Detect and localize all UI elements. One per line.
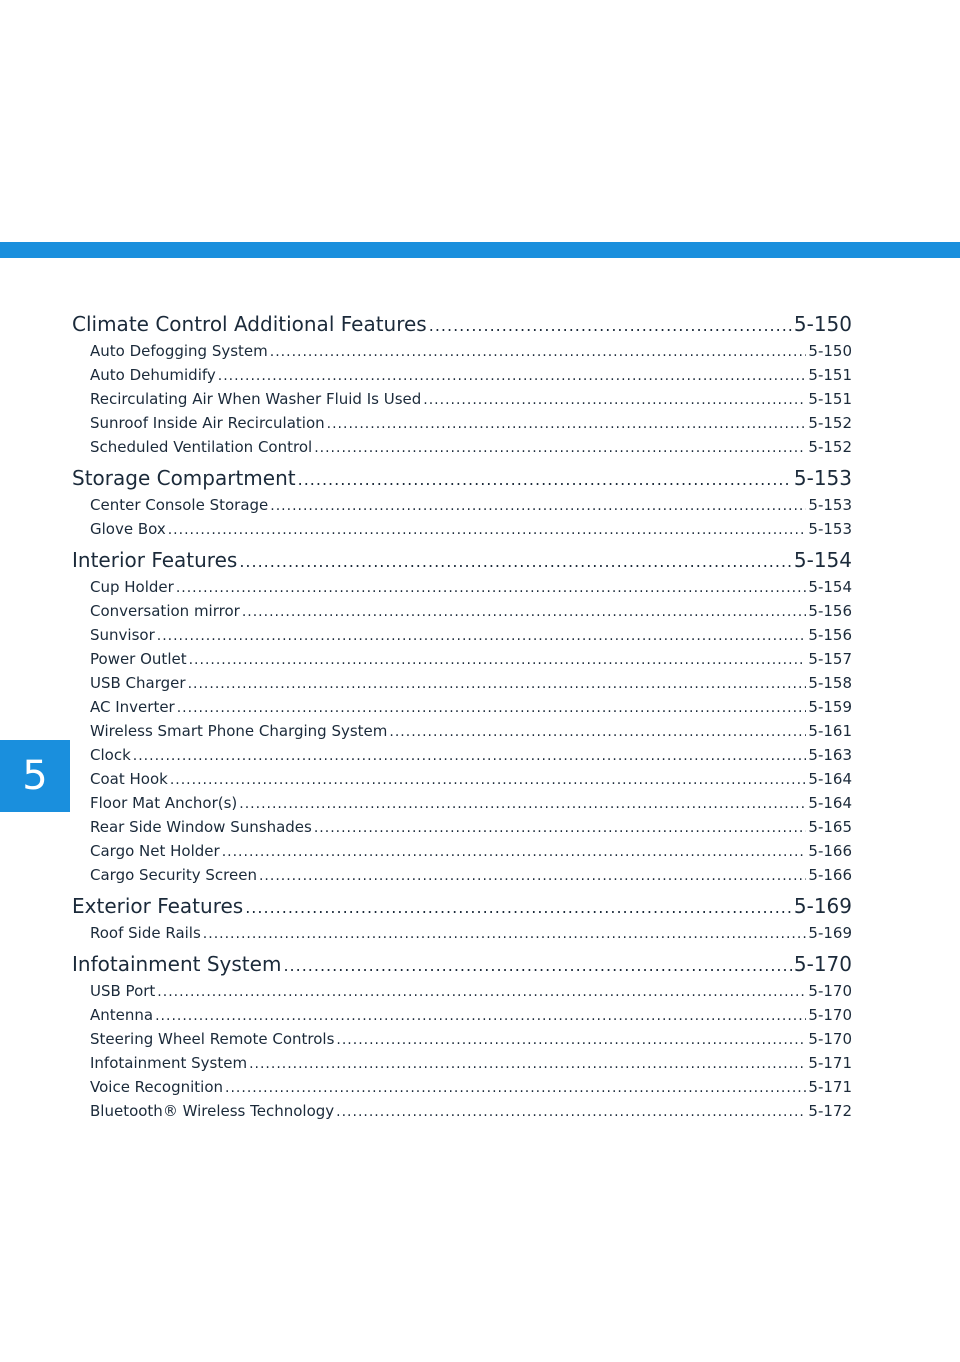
toc-entry-page: 5-152 [808, 414, 852, 432]
toc-entry-title: Cup Holder [90, 578, 174, 596]
dot-leader [336, 1029, 806, 1052]
toc-entry[interactable] [72, 1028, 852, 1052]
toc-entry[interactable] [72, 744, 852, 768]
toc-entry-title: Recirculating Air When Washer Fluid Is Used [90, 390, 422, 408]
toc-entry[interactable] [72, 624, 852, 648]
toc-section-page: 5-170 [793, 952, 852, 976]
toc-section-heading[interactable] [72, 310, 852, 340]
toc-section-title: Climate Control Additional Features [72, 312, 427, 336]
dot-leader [242, 601, 807, 624]
toc-section-title: Exterior Features [72, 894, 244, 918]
toc-entry-page: 5-163 [808, 746, 852, 764]
toc-section [72, 546, 852, 888]
toc-entry-page: 5-153 [808, 496, 852, 514]
dot-leader [133, 745, 807, 768]
dot-leader [336, 1101, 806, 1124]
toc-entry[interactable] [72, 720, 852, 744]
toc-entry-page: 5-166 [808, 866, 852, 884]
toc-entry-page: 5-172 [808, 1102, 852, 1120]
toc-entry[interactable] [72, 340, 852, 364]
toc-entry-title: Antenna [90, 1006, 154, 1024]
dot-leader [270, 341, 807, 364]
toc-entry[interactable] [72, 840, 852, 864]
toc-entry-title: Power Outlet [90, 650, 187, 668]
toc-entry[interactable] [72, 412, 852, 436]
toc-entry-title: Clock [90, 746, 131, 764]
dot-leader [239, 547, 792, 576]
toc-entry[interactable] [72, 576, 852, 600]
toc-entry-title: AC Inverter [90, 698, 175, 716]
toc-section-title: Infotainment System [72, 952, 282, 976]
dot-leader [157, 625, 807, 648]
toc-entry-list [72, 922, 852, 946]
toc-entry-page: 5-158 [808, 674, 852, 692]
chapter-header-bar [0, 242, 960, 258]
dot-leader [314, 437, 806, 460]
toc-entry-page: 5-164 [808, 770, 852, 788]
toc-entry-page: 5-156 [808, 626, 852, 644]
toc-entry-page: 5-170 [808, 1030, 852, 1048]
toc-entry[interactable] [72, 600, 852, 624]
toc-entry-title: Glove Box [90, 520, 166, 538]
toc-entry-title: Cargo Security Screen [90, 866, 257, 884]
toc-entry[interactable] [72, 436, 852, 460]
toc-entry[interactable] [72, 792, 852, 816]
toc-entry-title: USB Charger [90, 674, 186, 692]
dot-leader [155, 1005, 806, 1028]
toc-entry-page: 5-154 [808, 578, 852, 596]
chapter-tab [0, 740, 70, 812]
toc-entry-title: Sunroof Inside Air Recirculation [90, 414, 325, 432]
toc-entry-list [72, 494, 852, 542]
toc-entry-page: 5-170 [808, 1006, 852, 1024]
toc-entry[interactable] [72, 648, 852, 672]
toc-entry[interactable] [72, 922, 852, 946]
dot-leader [157, 981, 806, 1004]
toc-entry-title: Sunvisor [90, 626, 155, 644]
toc-entry[interactable] [72, 518, 852, 542]
toc-entry-title: Voice Recognition [90, 1078, 224, 1096]
dot-leader [170, 769, 807, 792]
toc-entry[interactable] [72, 1004, 852, 1028]
dot-leader [218, 365, 807, 388]
toc-entry-title: Steering Wheel Remote Controls [90, 1030, 335, 1048]
toc-entry-title: Auto Dehumidify [90, 366, 216, 384]
toc-entry-page: 5-150 [808, 342, 852, 360]
toc-section-page: 5-153 [793, 466, 852, 490]
toc-entry-page: 5-166 [808, 842, 852, 860]
toc-entry-title: Coat Hook [90, 770, 168, 788]
dot-leader [429, 311, 792, 340]
dot-leader [298, 465, 792, 494]
toc-entry-title: Rear Side Window Sunshades [90, 818, 312, 836]
toc-section-heading[interactable] [72, 950, 852, 980]
table-of-contents [72, 310, 852, 1128]
dot-leader [270, 495, 806, 518]
toc-entry-page: 5-171 [808, 1054, 852, 1072]
dot-leader [177, 697, 807, 720]
toc-section [72, 310, 852, 460]
toc-entry-page: 5-171 [808, 1078, 852, 1096]
dot-leader [222, 841, 807, 864]
dot-leader [327, 413, 807, 436]
toc-entry-page: 5-153 [808, 520, 852, 538]
toc-entry-list [72, 980, 852, 1124]
toc-entry[interactable] [72, 816, 852, 840]
toc-section [72, 892, 852, 946]
dot-leader [259, 865, 806, 888]
toc-entry-title: Auto Defogging System [90, 342, 268, 360]
toc-entry-title: Scheduled Ventilation Control [90, 438, 313, 456]
toc-entry-page: 5-151 [808, 390, 852, 408]
toc-entry-page: 5-152 [808, 438, 852, 456]
dot-leader [283, 951, 791, 980]
toc-entry[interactable] [72, 494, 852, 518]
toc-section [72, 950, 852, 1124]
toc-entry-page: 5-156 [808, 602, 852, 620]
toc-entry-page: 5-151 [808, 366, 852, 384]
toc-section-page: 5-169 [793, 894, 852, 918]
dot-leader [176, 577, 807, 600]
toc-section-heading[interactable] [72, 546, 852, 576]
toc-entry-page: 5-170 [808, 982, 852, 1000]
dot-leader [239, 793, 806, 816]
toc-entry[interactable] [72, 1100, 852, 1124]
toc-section-title: Storage Compartment [72, 466, 296, 490]
toc-entry[interactable] [72, 864, 852, 888]
toc-entry-title: USB Port [90, 982, 156, 1000]
dot-leader [249, 1053, 806, 1076]
toc-entry-title: Conversation mirror [90, 602, 240, 620]
toc-entry-page: 5-161 [808, 722, 852, 740]
toc-entry[interactable] [72, 1076, 852, 1100]
toc-entry[interactable] [72, 980, 852, 1004]
toc-entry-title: Floor Mat Anchor(s) [90, 794, 238, 812]
toc-entry[interactable] [72, 768, 852, 792]
toc-entry-list [72, 340, 852, 460]
toc-entry-page: 5-165 [808, 818, 852, 836]
toc-section-heading[interactable] [72, 464, 852, 494]
dot-leader [245, 893, 792, 922]
toc-entry[interactable] [72, 1052, 852, 1076]
dot-leader [168, 519, 807, 542]
toc-entry-title: Cargo Net Holder [90, 842, 220, 860]
toc-entry-title: Roof Side Rails [90, 924, 201, 942]
toc-entry-page: 5-169 [808, 924, 852, 942]
toc-section-title: Interior Features [72, 548, 238, 572]
toc-entry-title: Wireless Smart Phone Charging System [90, 722, 388, 740]
toc-entry[interactable] [72, 672, 852, 696]
toc-section-heading[interactable] [72, 892, 852, 922]
dot-leader [314, 817, 807, 840]
toc-section [72, 464, 852, 542]
dot-leader [203, 923, 807, 946]
toc-entry[interactable] [72, 388, 852, 412]
toc-entry[interactable] [72, 364, 852, 388]
toc-entry-title: Bluetooth® Wireless Technology [90, 1102, 335, 1120]
dot-leader [389, 721, 806, 744]
toc-entry[interactable] [72, 696, 852, 720]
toc-section-page: 5-150 [793, 312, 852, 336]
toc-entry-page: 5-164 [808, 794, 852, 812]
dot-leader [189, 649, 807, 672]
toc-entry-list [72, 576, 852, 888]
toc-section-page: 5-154 [793, 548, 852, 572]
dot-leader [423, 389, 806, 412]
chapter-number: 5 [22, 753, 48, 799]
toc-entry-page: 5-157 [808, 650, 852, 668]
dot-leader [225, 1077, 806, 1100]
toc-entry-title: Infotainment System [90, 1054, 248, 1072]
toc-entry-title: Center Console Storage [90, 496, 269, 514]
toc-entry-page: 5-159 [808, 698, 852, 716]
dot-leader [188, 673, 807, 696]
